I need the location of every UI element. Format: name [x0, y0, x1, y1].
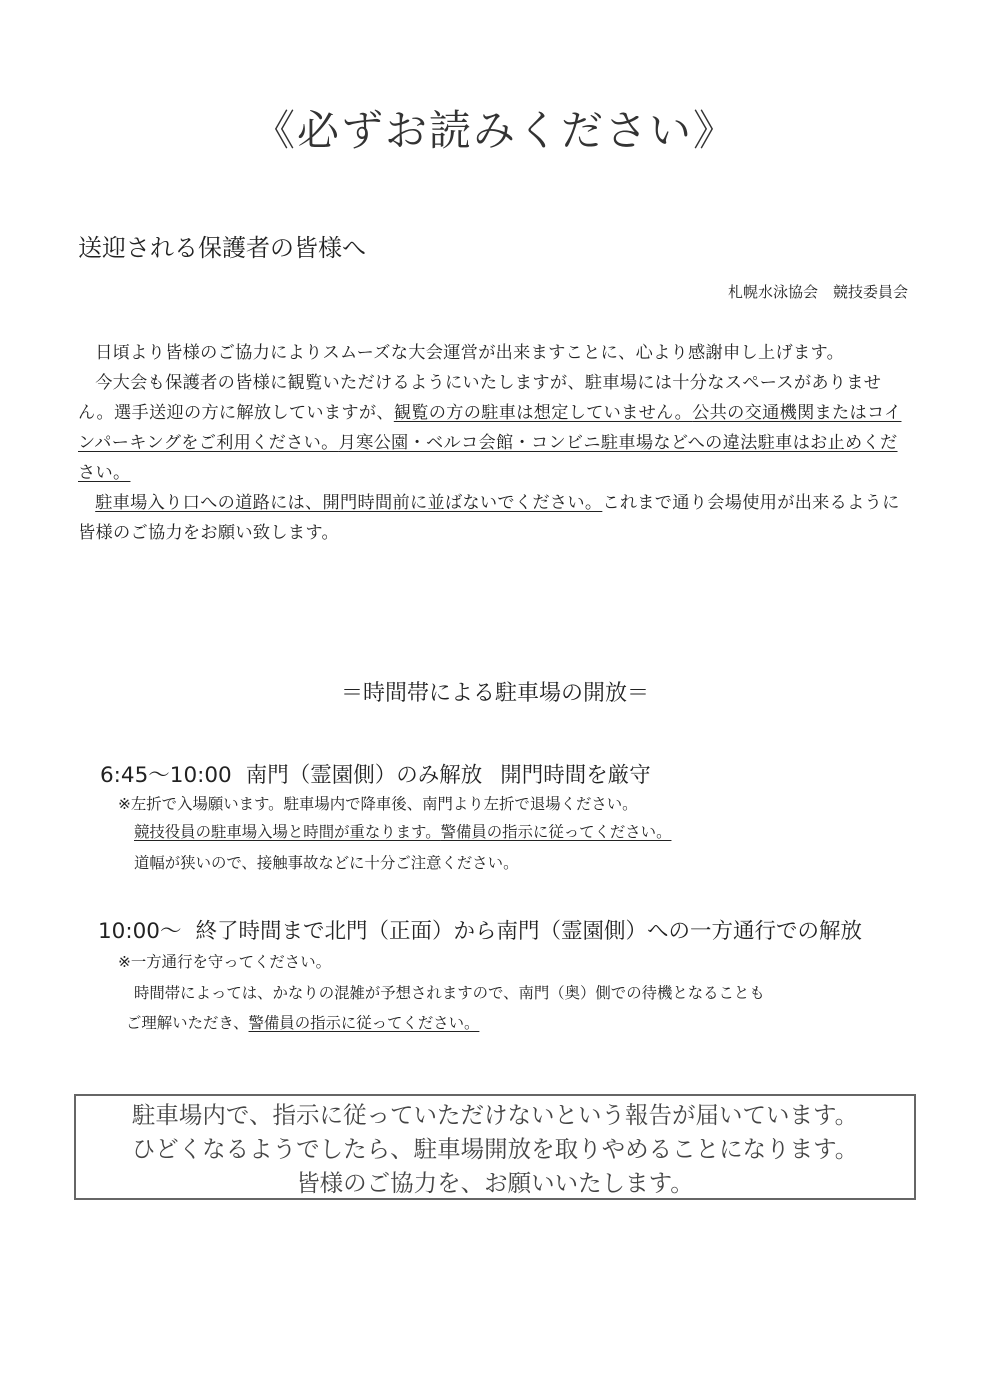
- notice-line-2: ひどくなるようでしたら、駐車場開放を取りやめることになります。: [131, 1135, 859, 1163]
- underlined-no-queueing: 駐車場入り口への道路には、開門時間前に並ばないでください。: [95, 493, 603, 513]
- schedule-1-strict-time: 開門時間を厳守: [500, 763, 651, 788]
- underlined-no-spectator-parking: 観覧の方の駐車は想定していません。: [393, 403, 693, 423]
- schedule-1-note-2: [134, 820, 671, 842]
- schedule-2-note-2: 時間帯によっては、かなりの混雑が予想されますので、南門（奥）側での待機となることも: [134, 984, 765, 1002]
- schedule-2-note-1: ※一方通行を守ってください。: [118, 953, 331, 971]
- greeting-heading: 送迎される保護者の皆様へ: [78, 234, 366, 262]
- schedule-1-title: [100, 758, 651, 789]
- notice-box: [74, 1094, 916, 1200]
- schedule-1-note-1: ※左折で入場願います。駐車場内で降車後、南門より左折で退場ください。: [118, 795, 638, 813]
- organization-name: 札幌水泳協会 競技委員会: [727, 283, 908, 301]
- paragraph-2: 今大会も保護者の皆様に観覧いただけるようにいたしますが、駐車場には十分なスペースがありません。選手送迎の方に解放していますが、観覧の方の駐車は想定していません。公共の交通機関またはコインパーキングをご利用ください。月寒公園・ベルコ会館・コンビニ駐車場などへの違法駐車はお止めください。: [78, 373, 902, 483]
- body-text: [78, 338, 914, 548]
- schedule-1-note-3: 道幅が狭いので、接触事故などに十分ご注意ください。: [134, 854, 519, 872]
- schedule-2-note-3: ご理解いただき、警備員の指示に従ってください。: [126, 1014, 480, 1032]
- schedule-1-time: 6:45～10:00: [100, 763, 232, 788]
- underlined-illegal-parking-warning: 月寒公園・ベルコ会館・コンビニ駐車場などへの違法駐車はお止めください。: [78, 433, 898, 483]
- paragraph-1: 日頃より皆様のご協力によりスムーズな大会運営が出来ますことに、心より感謝申し上げます。: [95, 343, 845, 363]
- notice-line-3: 皆様のご協力を、お願いいたします。: [296, 1169, 694, 1197]
- underlined-follow-guards-2: 警備員の指示に従ってください。: [248, 1014, 480, 1032]
- schedule-2-title: [98, 914, 862, 945]
- schedule-2-description: 終了時間まで北門（正面）から南門（霊園側）への一方通行での解放: [195, 919, 862, 944]
- notice-line-1: 駐車場内で、指示に従っていただけないという報告が届いています。: [131, 1101, 859, 1129]
- schedule-2-time: 10:00～: [98, 919, 182, 944]
- underlined-use-public-transport: 公共の交通機関またはコインパーキングをご利用ください。: [78, 403, 902, 453]
- schedule-heading: ＝時間帯による駐車場の開放＝: [340, 681, 649, 706]
- underlined-follow-guards-1: 警備員の指示に従ってください。: [440, 823, 672, 841]
- schedule-1-description: 南門（霊園側）のみ解放: [245, 763, 483, 788]
- document-title: 《必ずお読みください》: [252, 106, 737, 155]
- paragraph-3: 駐車場入り口への道路には、開門時間前に並ばないでください。これまで通り会場使用が出来るように皆様のご協力をお願い致します。: [78, 493, 900, 543]
- underlined-overlap-officials: 競技役員の駐車場入場と時間が重なります。: [134, 823, 441, 841]
